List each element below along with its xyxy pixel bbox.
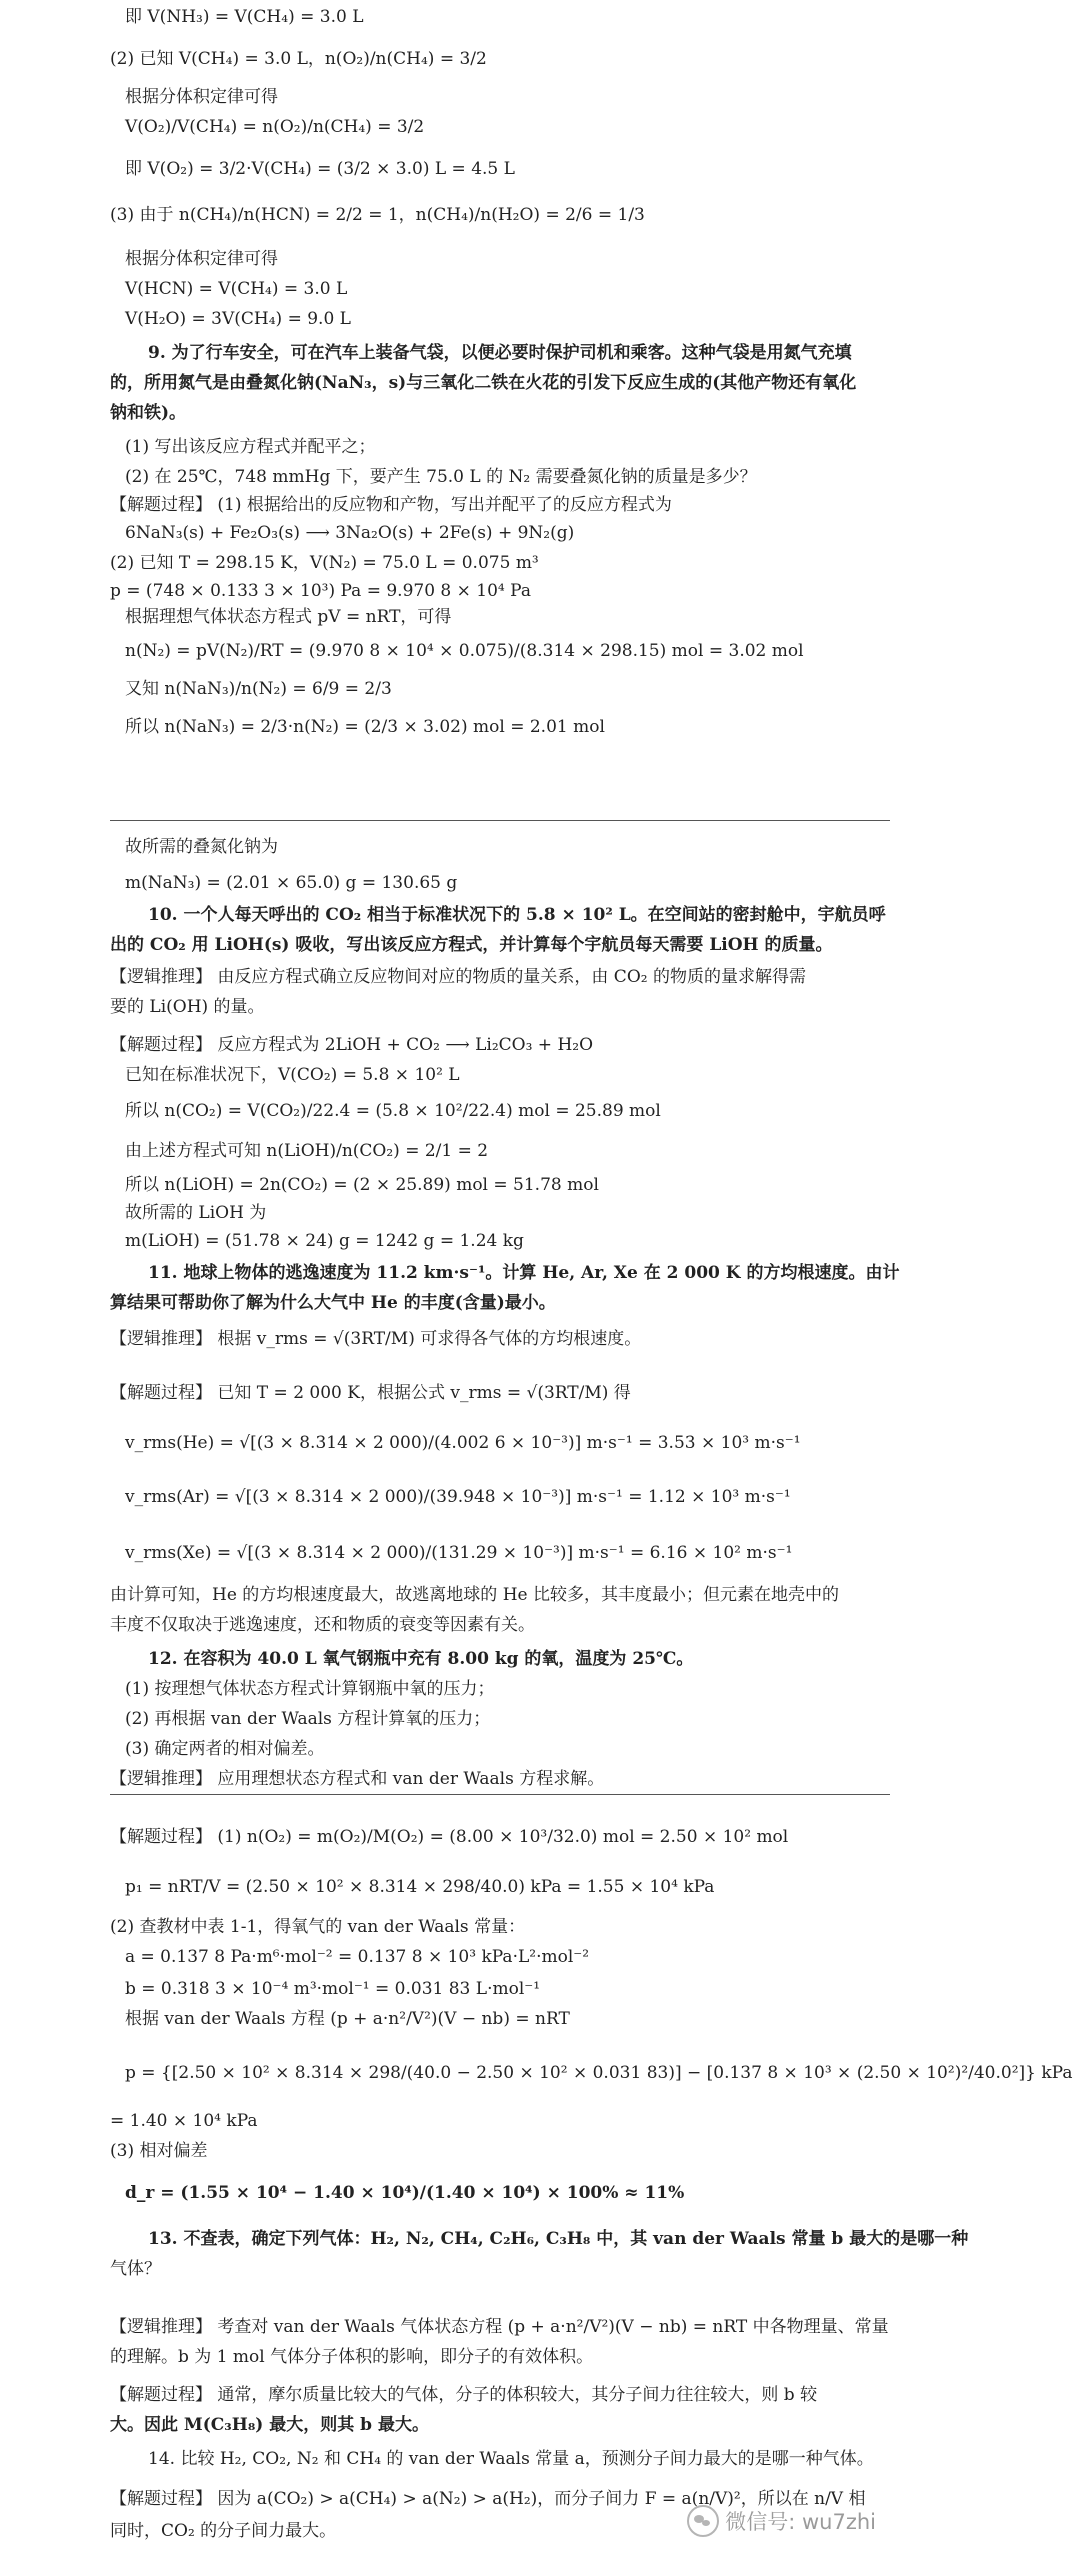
wechat-icon bbox=[687, 2505, 719, 2537]
text-line: 10. 一个人每天呼出的 CO₂ 相当于标准状况下的 5.8 × 10² L。在空间站的密封舱中，宇航员呼 bbox=[148, 905, 886, 925]
text-line: 钠和铁)。 bbox=[110, 403, 187, 423]
text-line: 算结果可帮助你了解为什么大气中 He 的丰度(含量)最小。 bbox=[110, 1293, 556, 1313]
text-line: (1) 按理想气体状态方程式计算钢瓶中氧的压力； bbox=[125, 1679, 495, 1699]
text-line: 要的 Li(OH) 的量。 bbox=[110, 997, 265, 1017]
text-line: V(H₂O) = 3V(CH₄) = 9.0 L bbox=[125, 309, 351, 329]
text-line: 【解题过程】 反应方程式为 2LiOH + CO₂ ⟶ Li₂CO₃ + H₂O bbox=[110, 1035, 594, 1055]
text-line: 【解题过程】 (1) 根据给出的反应物和产物，写出并配平了的反应方程式为 bbox=[110, 495, 672, 515]
text-line: 根据 van der Waals 方程 (p + a·n²/V²)(V − nb) = nRT bbox=[125, 2009, 570, 2029]
text-line: v_rms(Xe) = √[(3 × 8.314 × 2 000)/(131.29 × 10⁻³)] m·s⁻¹ = 6.16 × 10² m·s⁻¹ bbox=[125, 1543, 793, 1563]
text-line: (2) 已知 T = 298.15 K，V(N₂) = 75.0 L = 0.075 m³ bbox=[110, 553, 539, 573]
text-line: 9. 为了行车安全，可在汽车上装备气袋，以便必要时保护司机和乘客。这种气袋是用氮气充填 bbox=[148, 343, 852, 363]
text-line: 13. 不查表，确定下列气体：H₂, N₂, CH₄, C₂H₆, C₃H₈ 中，其 van der Waals 常量 b 最大的是哪一种 bbox=[148, 2229, 969, 2249]
text-line: d_r = (1.55 × 10⁴ − 1.40 × 10⁴)/(1.40 × 10⁴) × 100% ≈ 11% bbox=[125, 2183, 685, 2203]
text-line: 出的 CO₂ 用 LiOH(s) 吸收，写出该反应方程式，并计算每个宇航员每天需要 LiOH 的质量。 bbox=[110, 935, 833, 955]
text-line: (3) 确定两者的相对偏差。 bbox=[125, 1739, 325, 1759]
text-line: 故所需的叠氮化钠为 bbox=[125, 837, 278, 857]
text-line: 丰度不仅取决于逃逸速度，还和物质的衰变等因素有关。 bbox=[110, 1615, 535, 1635]
text-line: n(N₂) = pV(N₂)/RT = (9.970 8 × 10⁴ × 0.075)/(8.314 × 298.15) mol = 3.02 mol bbox=[125, 641, 804, 661]
text-line: 【解题过程】 因为 a(CO₂) > a(CH₄) > a(N₂) > a(H₂)，而分子间力 F = a(n/V)²，所以在 n/V 相 bbox=[110, 2489, 866, 2509]
text-line: (3) 由于 n(CH₄)/n(HCN) = 2/2 = 1，n(CH₄)/n(H₂O) = 2/6 = 1/3 bbox=[110, 205, 645, 225]
text-line: a = 0.137 8 Pa·m⁶·mol⁻² = 0.137 8 × 10³ kPa·L²·mol⁻² bbox=[125, 1947, 590, 1967]
page-divider-1 bbox=[110, 820, 890, 821]
text-line: (2) 已知 V(CH₄) = 3.0 L，n(O₂)/n(CH₄) = 3/2 bbox=[110, 49, 487, 69]
page-divider-2 bbox=[110, 1794, 890, 1795]
text-line: (1) 写出该反应方程式并配平之； bbox=[125, 437, 376, 457]
text-line: 由上述方程式可知 n(LiOH)/n(CO₂) = 2/1 = 2 bbox=[125, 1141, 489, 1161]
text-line: 根据分体积定律可得 bbox=[125, 87, 278, 107]
text-line: 6NaN₃(s) + Fe₂O₃(s) ⟶ 3Na₂O(s) + 2Fe(s) + 9N₂(g) bbox=[125, 523, 575, 543]
text-line: 同时，CO₂ 的分子间力最大。 bbox=[110, 2521, 337, 2541]
text-line: 11. 地球上物体的逃逸速度为 11.2 km·s⁻¹。计算 He, Ar, Xe 在 2 000 K 的方均根速度。由计 bbox=[148, 1263, 900, 1283]
text-line: 【逻辑推理】 根据 v_rms = √(3RT/M) 可求得各气体的方均根速度。 bbox=[110, 1329, 642, 1349]
text-line: 由计算可知，He 的方均根速度最大，故逃离地球的 He 比较多，其丰度最小；但元素在地壳中的 bbox=[110, 1585, 839, 1605]
text-line: 根据理想气体状态方程式 pV = nRT，可得 bbox=[125, 607, 452, 627]
text-line: m(LiOH) = (51.78 × 24) g = 1242 g = 1.24 kg bbox=[125, 1231, 524, 1251]
text-line: 大。因此 M(C₃H₈) 最大，则其 b 最大。 bbox=[110, 2415, 429, 2435]
text-line: 故所需的 LiOH 为 bbox=[125, 1203, 267, 1223]
text-line: v_rms(Ar) = √[(3 × 8.314 × 2 000)/(39.948 × 10⁻³)] m·s⁻¹ = 1.12 × 10³ m·s⁻¹ bbox=[125, 1487, 791, 1507]
text-line: b = 0.318 3 × 10⁻⁴ m³·mol⁻¹ = 0.031 83 L·mol⁻¹ bbox=[125, 1979, 541, 1999]
text-line: p₁ = nRT/V = (2.50 × 10² × 8.314 × 298/40.0) kPa = 1.55 × 10⁴ kPa bbox=[125, 1877, 715, 1897]
text-line: 已知在标准状况下，V(CO₂) = 5.8 × 10² L bbox=[125, 1065, 460, 1085]
text-line: 的，所用氮气是由叠氮化钠(NaN₃，s)与三氧化二铁在火花的引发下反应生成的(其他产物还有氧化 bbox=[110, 373, 857, 393]
text-line: = 1.40 × 10⁴ kPa bbox=[110, 2111, 258, 2131]
text-line: 12. 在容积为 40.0 L 氧气钢瓶中充有 8.00 kg 的氧，温度为 25℃。 bbox=[148, 1649, 694, 1669]
text-line: 【解题过程】 (1) n(O₂) = m(O₂)/M(O₂) = (8.00 × 10³/32.0) mol = 2.50 × 10² mol bbox=[110, 1827, 789, 1847]
text-line: v_rms(He) = √[(3 × 8.314 × 2 000)/(4.002 6 × 10⁻³)] m·s⁻¹ = 3.53 × 10³ m·s⁻¹ bbox=[125, 1433, 801, 1453]
text-line: 所以 n(CO₂) = V(CO₂)/22.4 = (5.8 × 10²/22.4) mol = 25.89 mol bbox=[125, 1101, 661, 1121]
text-line: (2) 再根据 van der Waals 方程计算氧的压力； bbox=[125, 1709, 491, 1729]
text-line: (2) 查教材中表 1-1，得氧气的 van der Waals 常量： bbox=[110, 1917, 526, 1937]
text-line: 【解题过程】 已知 T = 2 000 K，根据公式 v_rms = √(3RT/M) 得 bbox=[110, 1383, 631, 1403]
text-line: m(NaN₃) = (2.01 × 65.0) g = 130.65 g bbox=[125, 873, 458, 893]
text-line: 又知 n(NaN₃)/n(N₂) = 6/9 = 2/3 bbox=[125, 679, 392, 699]
text-line: p = (748 × 0.133 3 × 10³) Pa = 9.970 8 × 10⁴ Pa bbox=[110, 581, 531, 601]
text-line: 的理解。b 为 1 mol 气体分子体积的影响，即分子的有效体积。 bbox=[110, 2347, 594, 2367]
text-line: (2) 在 25℃，748 mmHg 下，要产生 75.0 L 的 N₂ 需要叠氮化钠的质量是多少？ bbox=[125, 467, 757, 487]
text-line: 所以 n(LiOH) = 2n(CO₂) = (2 × 25.89) mol = 51.78 mol bbox=[125, 1175, 599, 1195]
text-line: 根据分体积定律可得 bbox=[125, 249, 278, 269]
text-line: 【解题过程】 通常，摩尔质量比较大的气体，分子的体积较大，其分子间力往往较大，则 b 较 bbox=[110, 2385, 818, 2405]
text-line: V(HCN) = V(CH₄) = 3.0 L bbox=[125, 279, 348, 299]
text-line: 14. 比较 H₂, CO₂, N₂ 和 CH₄ 的 van der Waals 常量 a，预测分子间力最大的是哪一种气体。 bbox=[148, 2449, 874, 2469]
text-line: V(O₂)/V(CH₄) = n(O₂)/n(CH₄) = 3/2 bbox=[125, 117, 425, 137]
text-line: 【逻辑推理】 由反应方程式确立反应物间对应的物质的量关系，由 CO₂ 的物质的量求解得需 bbox=[110, 967, 806, 987]
text-line: 【逻辑推理】 考查对 van der Waals 气体状态方程 (p + a·n²/V²)(V − nb) = nRT 中各物理量、常量 bbox=[110, 2317, 889, 2337]
watermark-text: 微信号: wu7zhi bbox=[725, 2510, 876, 2534]
text-line: 即 V(NH₃) = V(CH₄) = 3.0 L bbox=[125, 7, 364, 27]
text-line: 【逻辑推理】 应用理想状态方程式和 van der Waals 方程求解。 bbox=[110, 1769, 605, 1789]
text-line: 所以 n(NaN₃) = 2/3·n(N₂) = (2/3 × 3.02) mol = 2.01 mol bbox=[125, 717, 605, 737]
wechat-watermark bbox=[687, 2505, 876, 2537]
text-line: p = {[2.50 × 10² × 8.314 × 298/(40.0 − 2.50 × 10² × 0.031 83)] − [0.137 8 × 10³ × (2.50 × 10²)²/40.0²]} kPa bbox=[125, 2063, 1073, 2083]
text-line: 气体？ bbox=[110, 2259, 161, 2279]
text-line: 即 V(O₂) = 3/2·V(CH₄) = (3/2 × 3.0) L = 4.5 L bbox=[125, 159, 515, 179]
text-line: (3) 相对偏差 bbox=[110, 2141, 208, 2161]
